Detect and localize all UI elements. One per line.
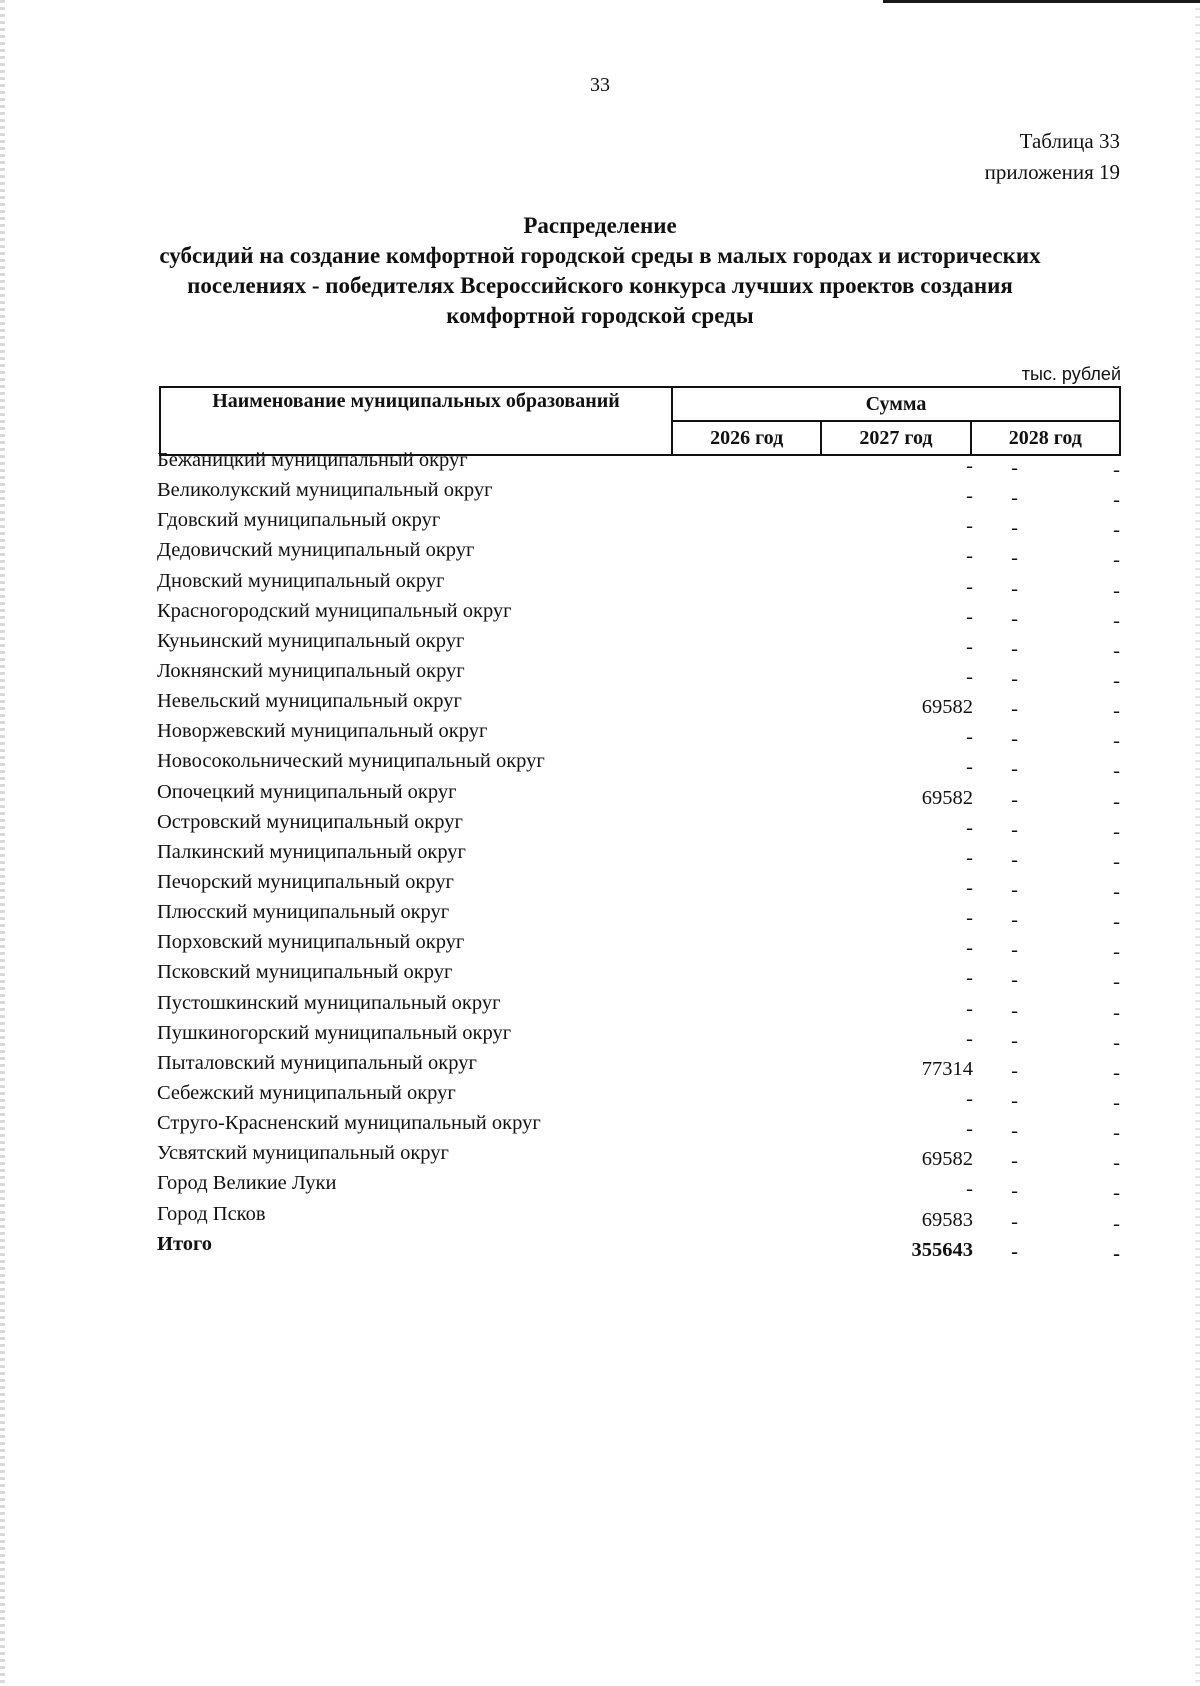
total-municipality-name: Итого	[157, 1232, 213, 1255]
amount-2027: -	[1011, 969, 1018, 992]
amount-2026: -	[966, 665, 973, 688]
amount-2026: -	[966, 816, 973, 839]
amount-2028: -	[1113, 760, 1120, 783]
amount-2028: -	[1113, 549, 1120, 572]
table-header	[159, 386, 1121, 456]
municipality-name: Великолукский муниципальный округ	[157, 479, 493, 502]
total-amount-2027: -	[1011, 1240, 1018, 1263]
amount-2028: -	[1113, 820, 1120, 843]
amount-2027: -	[1011, 1029, 1018, 1052]
amount-2027: -	[1011, 728, 1018, 751]
amount-2028: -	[1113, 489, 1120, 512]
amount-2026: -	[966, 575, 973, 598]
table-row	[157, 688, 1120, 723]
amount-2026: -	[966, 967, 973, 990]
amount-2027: -	[1011, 637, 1018, 660]
page-number: 33	[590, 74, 610, 96]
header-year-2028: 2028 год	[971, 421, 1120, 455]
table-row	[157, 447, 1120, 481]
table-row	[157, 1050, 1120, 1084]
municipality-name: Пыталовский муниципальный округ	[157, 1051, 477, 1074]
municipality-name: Псковский муниципальный округ	[157, 961, 453, 984]
municipality-name: Себежский муниципальный округ	[157, 1081, 456, 1104]
municipality-name: Пустошкинский муниципальный округ	[157, 991, 501, 1014]
amount-2027: -	[1011, 1210, 1018, 1233]
title-line-1: Распределение	[523, 213, 677, 238]
amount-2026: 69582	[921, 696, 973, 719]
title-line-2: субсидий на создание комфортной городской среды в малых городах и исторических	[159, 243, 1041, 268]
municipality-name: Гдовский муниципальный округ	[157, 509, 441, 532]
amount-2026: -	[966, 846, 973, 869]
table-row	[157, 809, 1120, 843]
total-amount-2028: -	[1113, 1242, 1120, 1265]
municipality-name: Новосокольнический муниципальный округ	[157, 750, 545, 773]
amount-2028: -	[1113, 1001, 1120, 1024]
amount-2027: -	[1011, 758, 1018, 781]
table-row	[157, 1110, 1120, 1145]
amount-2027: -	[1011, 788, 1018, 811]
table-row	[157, 598, 1120, 632]
amount-2026: -	[966, 455, 973, 477]
total-amount-2026: 355643	[911, 1238, 973, 1261]
table-row	[157, 869, 1120, 903]
header-sum-column: Сумма	[672, 387, 1120, 421]
municipality-name: Пушкиногорский муниципальный округ	[157, 1021, 512, 1044]
municipality-name: Дновский муниципальный округ	[157, 569, 445, 592]
scan-edge-right	[1195, 0, 1200, 1686]
amount-2028: -	[1113, 459, 1120, 481]
table-body	[157, 447, 1120, 1265]
municipality-name: Усвятский муниципальный округ	[157, 1142, 449, 1165]
amount-2026: 69582	[921, 1148, 973, 1171]
amount-2028: -	[1113, 579, 1120, 602]
amount-2028: -	[1113, 1091, 1120, 1114]
amount-2028: -	[1113, 1152, 1120, 1175]
municipality-name: Печорский муниципальный округ	[157, 870, 454, 893]
header-year-2026: 2026 год	[672, 421, 821, 455]
amount-2026: -	[966, 1178, 973, 1201]
amount-2026: -	[966, 605, 973, 628]
municipality-name: Опочецкий муниципальный округ	[157, 780, 457, 803]
amount-2026: -	[966, 545, 973, 568]
municipality-name: Локнянский муниципальный округ	[157, 659, 465, 682]
amount-2027: -	[1011, 1180, 1018, 1203]
amount-2026: -	[966, 756, 973, 779]
amount-2027: -	[1011, 999, 1018, 1022]
amount-2027: -	[1011, 517, 1018, 540]
amount-2028: -	[1113, 519, 1120, 542]
amount-2028: -	[1113, 911, 1120, 934]
amount-2026: 69582	[921, 786, 973, 809]
municipality-name: Островский муниципальный округ	[157, 810, 463, 833]
amount-2028: -	[1113, 1182, 1120, 1205]
amount-2028: -	[1113, 609, 1120, 632]
amount-2026: -	[966, 937, 973, 960]
amount-2028: -	[1113, 639, 1120, 662]
amount-2027: -	[1011, 1150, 1018, 1173]
amount-2027: -	[1011, 577, 1018, 600]
table-row	[157, 718, 1120, 753]
table-row	[157, 779, 1120, 813]
municipality-name: Бежаницкий муниципальный округ	[157, 449, 468, 471]
scan-edge-left	[0, 0, 5, 1686]
top-rule	[883, 0, 1200, 3]
amount-2028: -	[1113, 1122, 1120, 1145]
document-title	[140, 211, 1060, 331]
municipality-name: Красногородский муниципальный округ	[157, 599, 512, 622]
amount-2027: -	[1011, 1120, 1018, 1143]
amount-2027: -	[1011, 667, 1018, 690]
amount-2026: -	[966, 635, 973, 658]
municipality-name: Новоржевский муниципальный округ	[157, 720, 488, 743]
table-row	[157, 1020, 1120, 1054]
units-label: тыс. рублей	[1021, 364, 1121, 384]
table-ref-line-1: Таблица 33	[1019, 129, 1120, 153]
table-row	[157, 658, 1120, 692]
amount-2026: -	[966, 1087, 973, 1110]
header-year-2027: 2027 год	[821, 421, 970, 455]
table-row	[157, 1170, 1120, 1205]
amount-2026: -	[966, 485, 973, 508]
amount-2028: -	[1113, 1061, 1120, 1084]
amount-2027: -	[1011, 848, 1018, 871]
amount-2028: -	[1113, 700, 1120, 723]
municipality-name: Дедовичский муниципальный округ	[157, 539, 475, 562]
table-row	[157, 1140, 1120, 1175]
amount-2026: -	[966, 726, 973, 749]
amount-2027: -	[1011, 547, 1018, 570]
amount-2028: -	[1113, 971, 1120, 994]
table-row	[157, 990, 1120, 1024]
table-reference	[985, 126, 1120, 188]
table-row	[157, 1201, 1120, 1235]
amount-2027: -	[1011, 1059, 1018, 1082]
municipality-name: Порховский муниципальный округ	[157, 931, 465, 954]
amount-2028: -	[1113, 1031, 1120, 1054]
table-row	[157, 839, 1120, 873]
table-row	[157, 507, 1120, 542]
amount-2028: -	[1113, 941, 1120, 964]
table-row	[157, 537, 1120, 572]
amount-2027: -	[1011, 607, 1018, 630]
table-row	[157, 929, 1120, 964]
table-row	[157, 477, 1120, 512]
table-row	[157, 748, 1120, 783]
amount-2028: -	[1113, 880, 1120, 903]
table-row	[157, 899, 1120, 934]
amount-2028: -	[1113, 850, 1120, 873]
table-row	[157, 1080, 1120, 1114]
amount-2028: -	[1113, 669, 1120, 692]
amount-2027: -	[1011, 457, 1018, 479]
amount-2027: -	[1011, 818, 1018, 841]
amount-2026: -	[966, 997, 973, 1020]
municipality-name: Струго-Красненский муниципальный округ	[157, 1112, 541, 1135]
amount-2027: -	[1011, 1089, 1018, 1112]
amount-2026: -	[966, 876, 973, 899]
table-row	[157, 568, 1120, 602]
amount-2028: -	[1113, 790, 1120, 813]
municipality-name: Куньинский муниципальный округ	[157, 629, 465, 652]
table-row	[157, 959, 1120, 994]
amount-2026: -	[966, 515, 973, 538]
table-row	[157, 628, 1120, 662]
municipality-name: Невельский муниципальный округ	[157, 690, 462, 713]
municipality-name: Город Псков	[157, 1202, 266, 1225]
title-line-3: поселениях - победителях Всероссийского конкурса лучших проектов создания	[187, 273, 1013, 298]
municipality-name: Палкинский муниципальный округ	[157, 840, 466, 863]
amount-2027: -	[1011, 939, 1018, 962]
amount-2027: -	[1011, 698, 1018, 721]
title-line-4: комфортной городской среды	[446, 303, 754, 328]
amount-2028: -	[1113, 730, 1120, 753]
amount-2026: -	[966, 1118, 973, 1141]
amount-2028: -	[1113, 1212, 1120, 1235]
municipality-name: Плюсский муниципальный округ	[157, 901, 450, 924]
amount-2026: -	[966, 1027, 973, 1050]
amount-2026: 77314	[921, 1057, 973, 1080]
municipality-name: Город Великие Луки	[157, 1172, 337, 1195]
amount-2027: -	[1011, 878, 1018, 901]
amount-2026: -	[966, 907, 973, 930]
table-ref-line-2: приложения 19	[984, 160, 1120, 184]
amount-2027: -	[1011, 909, 1018, 932]
total-row	[157, 1231, 1120, 1265]
header-name-column: Наименование муниципальных образований	[160, 387, 672, 455]
amount-2026: 69583	[921, 1208, 973, 1231]
amount-2027: -	[1011, 487, 1018, 510]
